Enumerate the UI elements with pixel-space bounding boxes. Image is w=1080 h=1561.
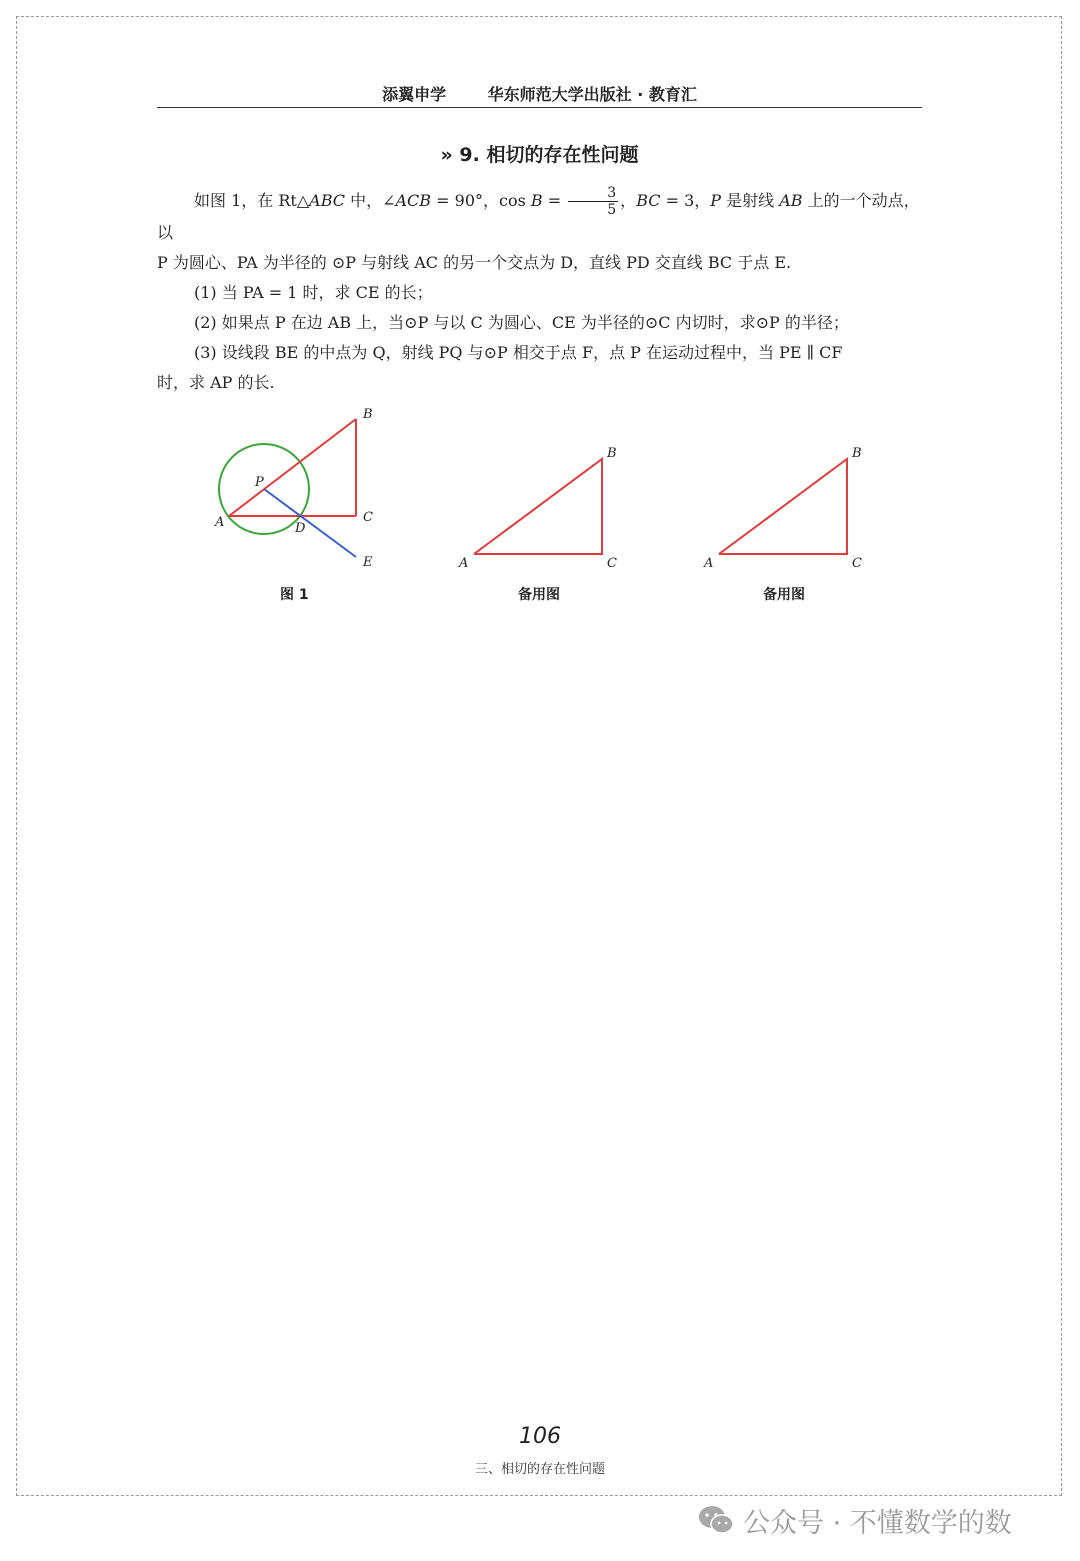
line-pe	[264, 489, 356, 557]
fraction-numerator: 3	[568, 185, 618, 202]
fraction	[568, 185, 618, 218]
header-rule	[157, 107, 922, 108]
question-1: (1) 当 PA = 1 时，求 CE 的长；	[194, 283, 433, 302]
label-b: B	[607, 446, 617, 461]
intro-var: AB	[779, 191, 803, 210]
watermark-text: 公众号 · 不懂数学的数	[743, 1507, 1012, 1539]
label-b: B	[852, 446, 862, 461]
section-title: » 9. 相切的存在性问题	[440, 144, 639, 166]
wechat-icon	[697, 1504, 735, 1536]
intro-text: 中，∠	[345, 191, 396, 210]
intro-text: 如图 1，在 Rt△	[194, 191, 310, 210]
label-b: B	[363, 407, 373, 422]
label-c: C	[363, 510, 373, 525]
intro-var: ABC	[309, 191, 345, 210]
header-right: 华东师范大学出版社 · 教育汇	[487, 85, 697, 104]
figure-1-diagram	[205, 400, 395, 575]
watermark	[697, 1500, 1012, 1540]
intro-var: B	[530, 191, 543, 210]
problem-line2: P 为圆心、PA 为半径的 ⊙P 与射线 AC 的另一个交点为 D，直线 PD 交直线 BC 于点 E.	[157, 253, 792, 272]
label-p: P	[255, 475, 264, 490]
intro-text: ，	[620, 191, 637, 210]
label-a: A	[459, 556, 469, 571]
line-ab	[229, 419, 356, 516]
label-e: E	[363, 555, 373, 570]
intro-var: ACB	[395, 191, 432, 210]
figure-backup-2-caption: 备用图	[763, 587, 805, 603]
figure-backup-1-diagram	[455, 400, 635, 575]
page-footer: 三、相切的存在性问题	[474, 1462, 605, 1477]
header-left: 添翼申学	[382, 85, 447, 104]
label-c: C	[607, 556, 617, 571]
page-number: 106	[519, 1424, 561, 1449]
label-a: A	[704, 556, 714, 571]
question-2: (2) 如果点 P 在边 AB 上，当⊙P 与以 C 为圆心、CE 为半径的⊙C 内切时，求⊙P 的半径；	[194, 313, 849, 332]
triangle-abc	[719, 459, 847, 554]
label-d: D	[295, 521, 306, 536]
triangle-abc	[474, 459, 602, 554]
figure-backup-2	[700, 400, 880, 603]
intro-text: = 90°，cos	[431, 191, 531, 210]
page-header	[157, 82, 922, 108]
problem-intro	[157, 185, 922, 248]
question-3: (3) 设线段 BE 的中点为 Q，射线 PQ 与⊙P 相交于点 F，点 P 在运动过程中，当 PE ∥ CF	[194, 343, 843, 362]
fraction-denominator: 5	[607, 202, 617, 218]
label-c: C	[852, 556, 862, 571]
figure-1	[205, 400, 395, 603]
intro-text: 上的一个动点，以	[157, 191, 920, 242]
label-a: A	[215, 515, 225, 530]
figure-1-caption: 图 1	[280, 587, 309, 603]
problem-text	[157, 185, 922, 398]
intro-var: BC	[636, 191, 661, 210]
figure-backup-2-diagram	[700, 400, 880, 575]
figure-backup-1	[455, 400, 635, 603]
intro-text: 是射线	[721, 191, 780, 210]
intro-text: =	[542, 191, 567, 210]
intro-var: P	[710, 191, 722, 210]
intro-text: = 3，	[660, 191, 711, 210]
figure-backup-1-caption: 备用图	[518, 587, 560, 603]
question-3-cont: 时，求 AP 的长.	[157, 373, 275, 392]
